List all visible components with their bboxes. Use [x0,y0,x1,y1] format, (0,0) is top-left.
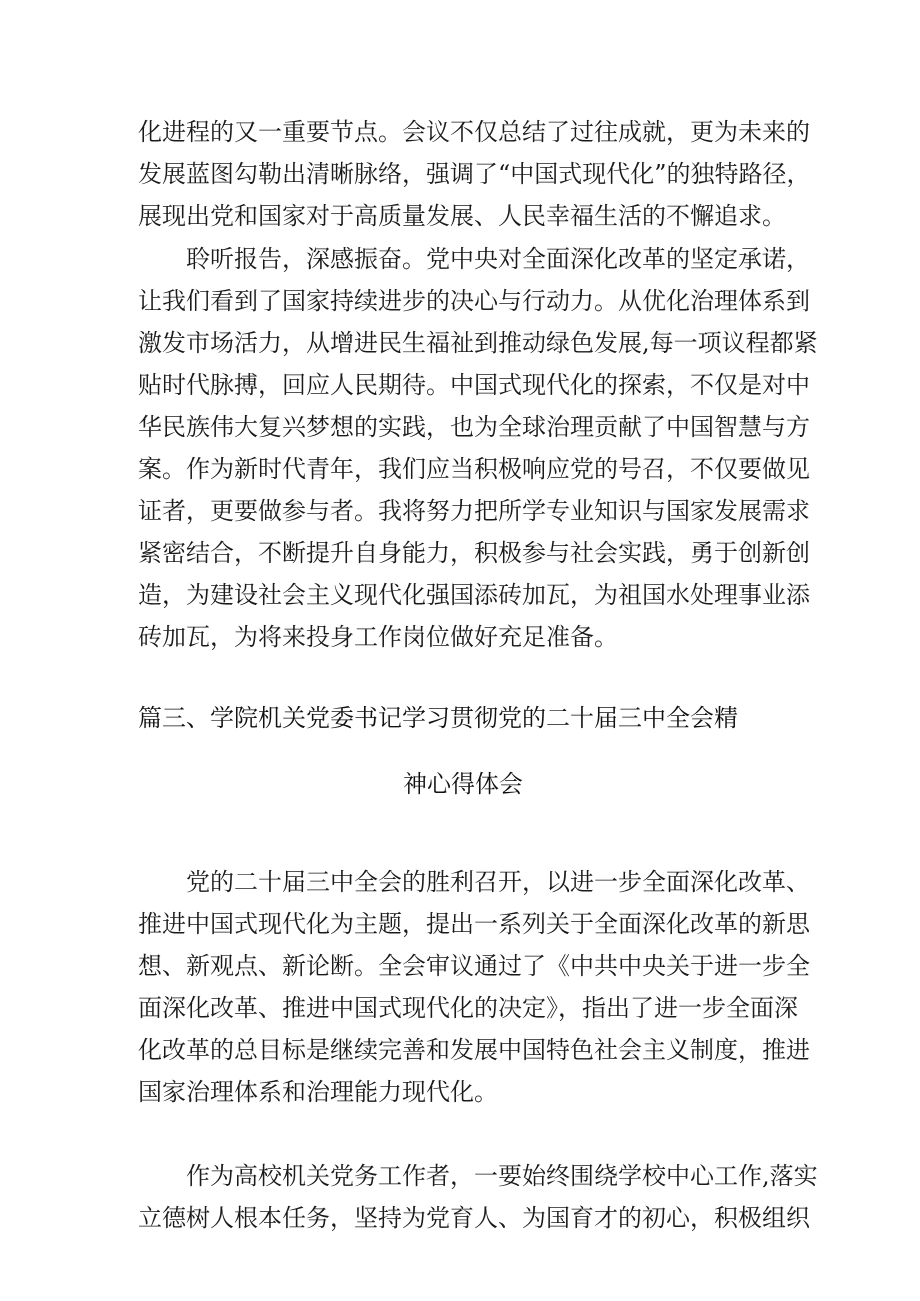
text-line: 作为高校机关党务工作者，一要始终围绕学校中心工作,落实 [186,1162,818,1190]
text-line: 化改革的总目标是继续完善和发展中国特色社会主义制度，推进 [138,1036,810,1064]
text-line: 贴时代脉搏，回应人民期待。中国式现代化的探索，不仅是对中 [138,371,810,399]
text-line: 党的二十届三中全会的胜利召开，以进一步全面深化改革、 [186,868,810,896]
text-line: 化进程的又一重要节点。会议不仅总结了过往成就，更为未来的 [138,118,810,146]
text-line: 紧密结合，不断提升自身能力，积极参与社会实践，勇于创新创 [138,539,810,567]
text-line: 国家治理体系和治理能力现代化。 [138,1078,498,1106]
text-line: 砖加瓦，为将来投身工作岗位做好充足准备。 [138,623,618,651]
text-line: 想、新观点、新论断。全会审议通过了《中共中央关于进一步全 [138,952,810,980]
text-line: 立德树人根本任务，坚持为党育人、为国育才的初心，积极组织 [138,1204,810,1232]
text-line: 面深化改革、推进中国式现代化的决定》，指出了进一步全面深 [138,994,798,1022]
text-line: 激发市场活力，从增进民生福祉到推动绿色发展,每一项议程都紧 [138,329,818,357]
text-line: 华民族伟大复兴梦想的实践，也为全球治理贡献了中国智慧与方 [138,413,810,441]
text-line: 推进中国式现代化为主题，提出一系列关于全面深化改革的新思 [138,910,810,938]
section-heading-line-2: 神心得体会 [403,770,523,798]
text-line: 造，为建设社会主义现代化强国添砖加瓦，为祖国水处理事业添 [138,581,810,609]
text-line: 案。作为新时代青年，我们应当积极响应党的号召，不仅要做见 [138,455,810,483]
text-line: 证者，更要做参与者。我将努力把所学专业知识与国家发展需求 [138,497,810,525]
text-line: 展现出党和国家对于高质量发展、人民幸福生活的不懈追求。 [138,202,786,230]
text-line: 发展蓝图勾勒出清晰脉络，强调了“中国式现代化”的独特路径， [138,160,811,188]
section-heading-line-1: 篇三、学院机关党委书记学习贯彻党的二十届三中全会精 [138,704,738,732]
text-line: 让我们看到了国家持续进步的决心与行动力。从优化治理体系到 [138,287,810,315]
text-line: 聆听报告，深感振奋。党中央对全面深化改革的坚定承诺， [186,245,810,273]
